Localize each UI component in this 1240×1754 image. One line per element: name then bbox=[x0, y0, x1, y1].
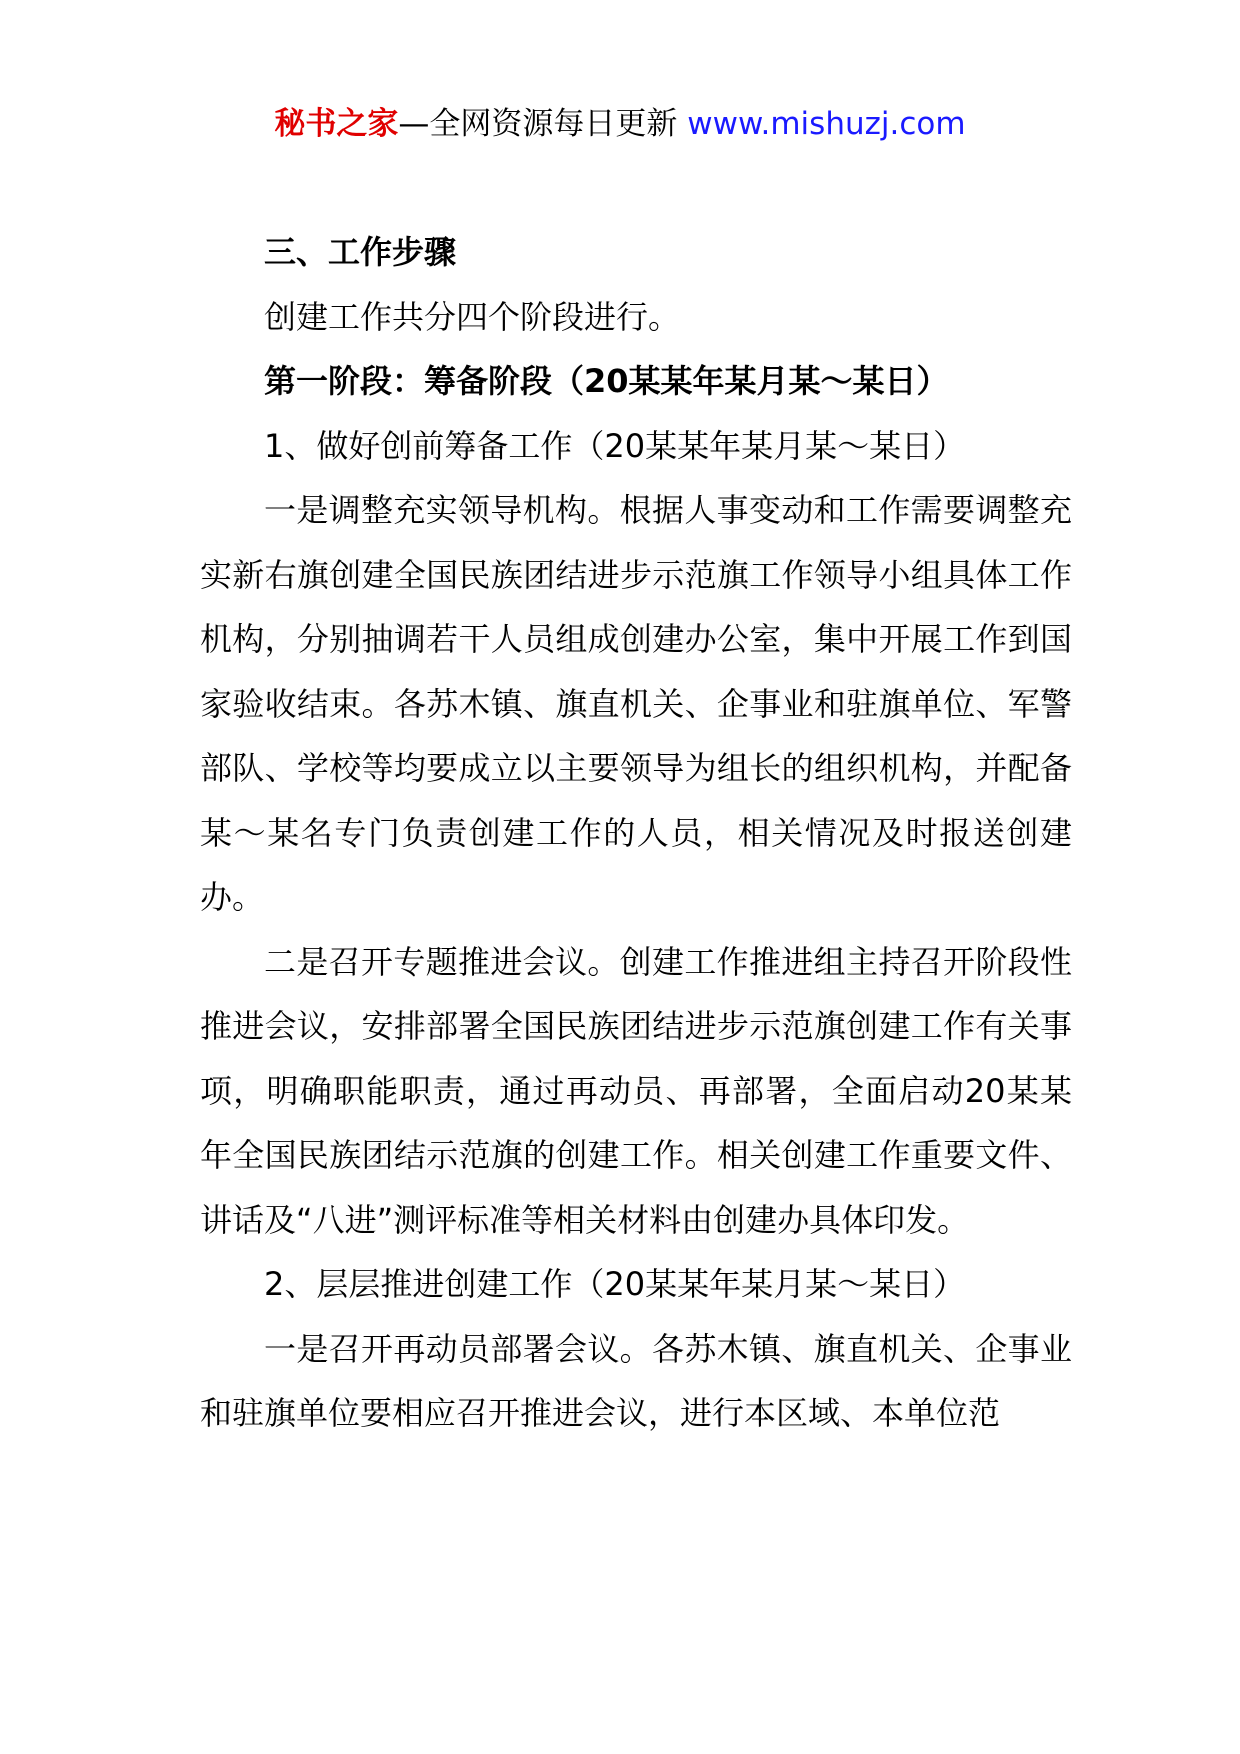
header-brand: 秘书之家 bbox=[274, 106, 399, 142]
header-url-link[interactable]: www.mishuzj.com bbox=[687, 106, 966, 142]
section-heading: 三、工作步骤 bbox=[264, 233, 457, 271]
intro-paragraph: 创建工作共分四个阶段进行。 bbox=[264, 297, 681, 336]
page-header bbox=[0, 100, 1240, 148]
document-body bbox=[200, 220, 1072, 1446]
item1-paragraph-2: 二是召开专题推进会议。创建工作推进组主持召开阶段性推进会议，安排部署全国民族团结进步示范旗创建工作有关事项，明确职能职责，通过再动员、再部署，全面启动20某某年全国民族团结示范旗的创建工作。相关创建工作重要文件、讲话及“八进”测评标准等相关材料由创建办具体印发。 bbox=[200, 942, 1072, 1239]
item1-paragraph-1: 一是调整充实领导机构。根据人事变动和工作需要调整充实新右旗创建全国民族团结进步示范旗工作领导小组具体工作机构，分别抽调若干人员组成创建办公室，集中开展工作到国家验收结束。各苏木镇、旗直机关、企事业和驻旗单位、军警部队、学校等均要成立以主要领导为组长的组织机构，并配备某～某名专门负责创建工作的人员，相关情况及时报送创建办。 bbox=[200, 491, 1072, 916]
item2-paragraph-1: 一是召开再动员部署会议。各苏木镇、旗直机关、企事业和驻旗单位要相应召开推进会议，进行本区域、本单位范 bbox=[200, 1329, 1072, 1432]
item1-heading: 1、做好创前筹备工作（20某某年某月某～某日） bbox=[264, 426, 966, 465]
phase1-heading: 第一阶段：筹备阶段（20某某年某月某～某日） bbox=[264, 362, 949, 400]
header-slogan: —全网资源每日更新 bbox=[398, 106, 678, 142]
item2-heading: 2、层层推进创建工作（20某某年某月某～某日） bbox=[264, 1265, 966, 1303]
